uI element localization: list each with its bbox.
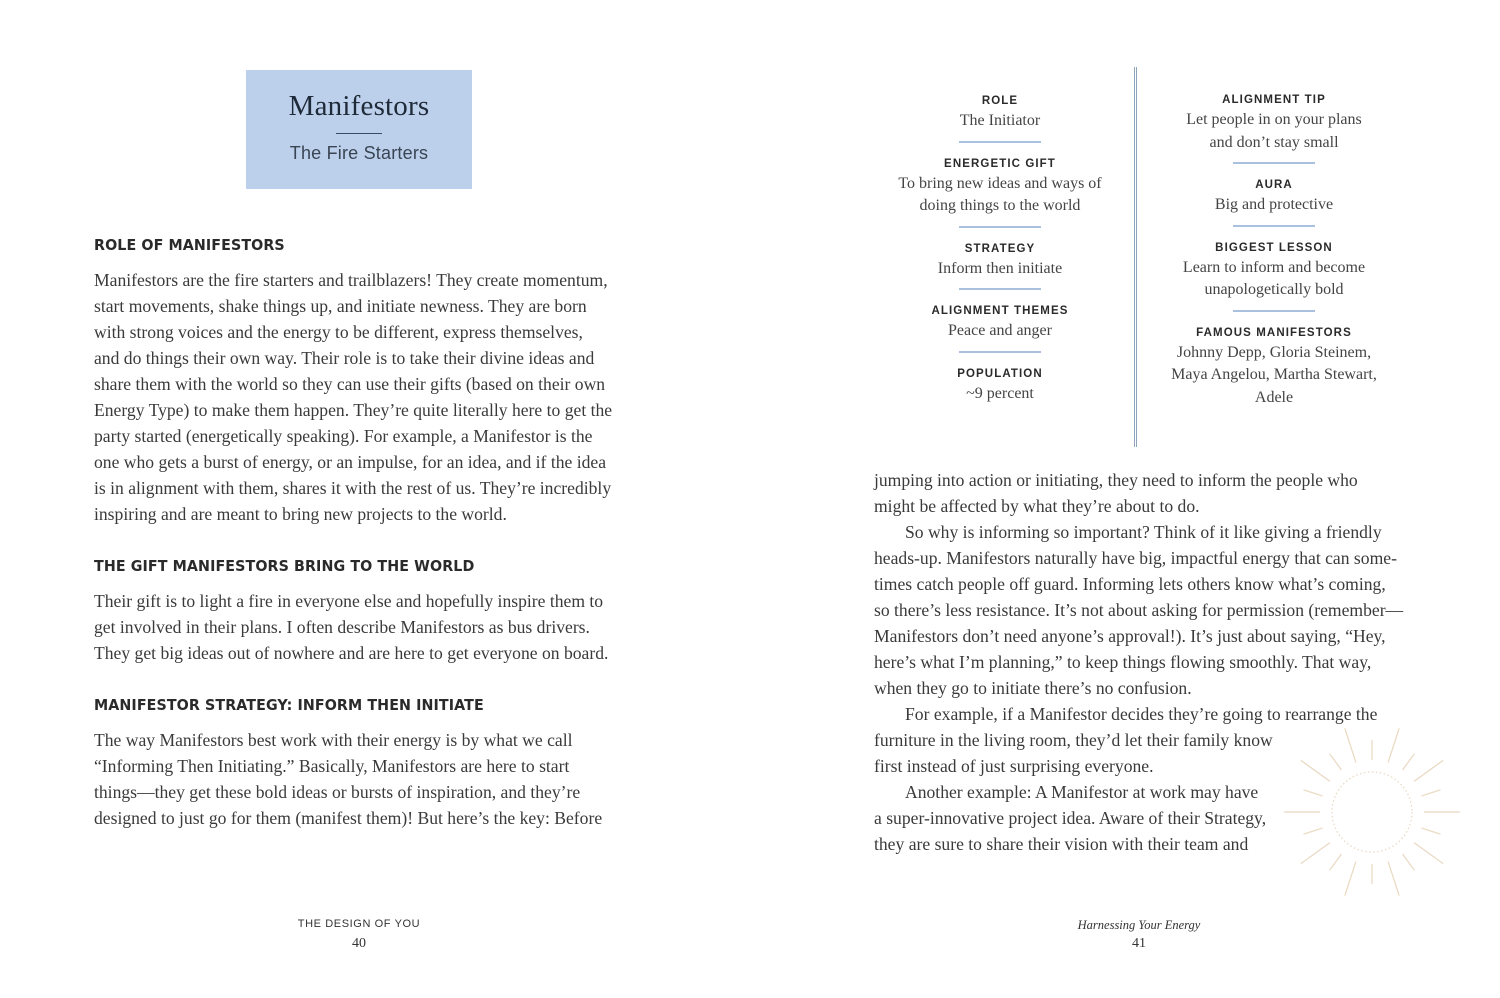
sun-ray [1330, 754, 1342, 770]
info-label: ENERGETIC GIFT [944, 157, 1056, 170]
text-line: Their gift is to light a fire in everyone else and hopefully inspire them to [94, 591, 604, 611]
section-heading-gift: THE GIFT MANIFESTORS BRING TO THE WORLD [94, 557, 475, 575]
info-value: ~9 percent [966, 384, 1034, 402]
section-body-role [94, 267, 612, 527]
running-head-footer: Harnessing Your Energy [1077, 918, 1201, 932]
info-item [880, 92, 1120, 143]
sun-ray [1422, 790, 1441, 796]
info-value: Johnny Depp, Gloria Steinem, [1176, 343, 1372, 361]
info-label: FAMOUS MANIFESTORS [1196, 326, 1352, 339]
info-item [1154, 239, 1394, 312]
sun-ray [1388, 862, 1399, 896]
info-rule [1233, 310, 1315, 312]
text-line: furniture in the living room, they’d let their family know [874, 730, 1273, 750]
text-line: They get big ideas out of nowhere and are here to get everyone on board. [94, 643, 609, 663]
text-line: Manifestors don’t need anyone’s approval!). It’s just about saying, “Hey, [874, 626, 1386, 646]
text-line: Energy Type) to make them happen. They’re quite literally here to get the [94, 400, 613, 420]
text-line: is in alignment with them, shares it with the rest of us. They’re incredibly [94, 478, 612, 498]
text-line: one who gets a burst of energy, or an impulse, for an idea, and if the idea [94, 452, 607, 472]
info-value: and don’t stay small [1209, 133, 1339, 151]
info-rule [959, 288, 1041, 290]
title-divider [336, 133, 382, 134]
sun-ray [1301, 760, 1330, 781]
book-title-footer: THE DESIGN OF YOU [297, 918, 421, 930]
sun-ray [1330, 854, 1342, 870]
info-value: Maya Angelou, Martha Stewart, [1171, 366, 1377, 383]
info-value: Adele [1254, 388, 1294, 406]
info-rule [959, 226, 1041, 228]
sun-ray [1414, 760, 1443, 781]
text-line: inspiring and are meant to bring new projects to the world. [94, 504, 507, 524]
text-line: start movements, shake things up, and initiate newness. They are born [94, 296, 587, 316]
info-item [880, 155, 1120, 228]
page-number-right: 41 [1132, 936, 1146, 951]
text-line: designed to just go for them (manifest them)! But here’s the key: Before [94, 808, 603, 828]
info-item [880, 302, 1120, 353]
text-line: and do things their own way. Their role is to take their divine ideas and [94, 348, 595, 368]
section-body-strategy [94, 727, 602, 831]
info-value: unapologetically bold [1204, 281, 1344, 298]
info-label: STRATEGY [964, 242, 1036, 255]
text-line: The way Manifestors best work with their energy is by what we call [94, 730, 573, 750]
section-body-gift [94, 588, 608, 666]
info-label: ALIGNMENT TIP [1222, 94, 1326, 106]
text-line: when they go to initiate there’s no confusion. [874, 678, 1192, 698]
info-divider-line [1134, 67, 1137, 447]
info-value: Big and protective [1214, 196, 1334, 213]
sun-ray [1403, 754, 1415, 770]
text-line: get involved in their plans. I often describe Manifestors as bus drivers. [94, 617, 590, 637]
text-line: share them with the world so they can use their gifts (based on their own [94, 374, 606, 394]
info-label: AURA [1255, 179, 1293, 191]
info-rule [959, 351, 1041, 353]
sun-ray [1388, 728, 1399, 762]
info-label: ALIGNMENT THEMES [931, 305, 1069, 317]
info-item [1154, 176, 1394, 227]
info-item [880, 365, 1120, 406]
info-value: doing things to the world [919, 197, 1081, 214]
sun-ray [1304, 790, 1323, 796]
title-box [246, 70, 472, 189]
info-label: BIGGEST LESSON [1215, 241, 1333, 254]
sun-ray [1414, 843, 1443, 864]
info-label: ROLE [981, 95, 1019, 107]
text-line: with strong voices and the energy to be different, express themselves, [94, 322, 583, 342]
info-item [1154, 324, 1394, 410]
text-line: so there’s less resistance. It’s not about asking for permission (remember— [874, 600, 1404, 620]
info-rule [959, 141, 1041, 143]
right-page [750, 0, 1500, 998]
sun-ray [1345, 728, 1356, 762]
text-line: heads-up. Manifestors naturally have big, impactful energy that can some- [874, 548, 1397, 568]
text-line: might be affected by what they’re about to do. [874, 496, 1200, 516]
section-heading-role: ROLE OF MANIFESTORS [94, 236, 285, 254]
info-value: Let people in on your plans [1186, 111, 1362, 128]
info-item [880, 240, 1120, 291]
text-line: Another example: A Manifestor at work may have [905, 782, 1259, 802]
info-item [1154, 91, 1394, 164]
info-value: Learn to inform and become [1182, 258, 1366, 276]
info-value: Inform then initiate [937, 259, 1063, 277]
info-column-left [880, 92, 1120, 405]
text-line: For example, if a Manifestor decides they’re going to rearrange the [905, 704, 1378, 724]
sun-ray [1301, 843, 1330, 864]
info-rule [1233, 162, 1315, 164]
text-line: Manifestors are the fire starters and trailblazers! They create momentum, [94, 270, 608, 290]
text-line: So why is informing so important? Think of it like giving a friendly [905, 522, 1382, 542]
text-line: things—they get these bold ideas or bursts of inspiration, and they’re [94, 782, 581, 802]
text-line: “Informing Then Initiating.” Basically, Manifestors are here to start [94, 756, 570, 776]
chapter-title: Manifestors [288, 90, 430, 122]
info-value: Peace and anger [948, 322, 1052, 339]
sun-ray [1304, 828, 1323, 834]
sun-illustration [1274, 722, 1470, 902]
section-heading-strategy: MANIFESTOR STRATEGY: INFORM THEN INITIATE [94, 696, 484, 714]
text-line: party started (energetically speaking). For example, a Manifestor is the [94, 426, 593, 446]
info-column-right [1154, 91, 1394, 409]
sun-core [1332, 772, 1412, 852]
sun-ray [1422, 828, 1441, 834]
page-number-left: 40 [352, 936, 366, 951]
text-line: they are sure to share their vision with their team and [874, 834, 1249, 854]
text-line: here’s what I’m planning,” to keep things flowing smoothly. That way, [874, 652, 1372, 672]
chapter-subtitle: The Fire Starters [289, 143, 429, 163]
text-line: times catch people off guard. Informing lets others know what’s coming, [874, 574, 1386, 594]
sun-ray [1345, 862, 1356, 896]
info-label: POPULATION [957, 367, 1043, 380]
info-rule [1233, 225, 1315, 227]
info-value: The Initiator [959, 112, 1041, 129]
sun-ray [1403, 854, 1415, 870]
text-line: a super-innovative project idea. Aware of their Strategy, [874, 808, 1267, 828]
text-line: jumping into action or initiating, they need to inform the people who [874, 470, 1358, 490]
text-line: first instead of just surprising everyone. [874, 756, 1154, 776]
info-value: To bring new ideas and ways of [898, 174, 1102, 192]
